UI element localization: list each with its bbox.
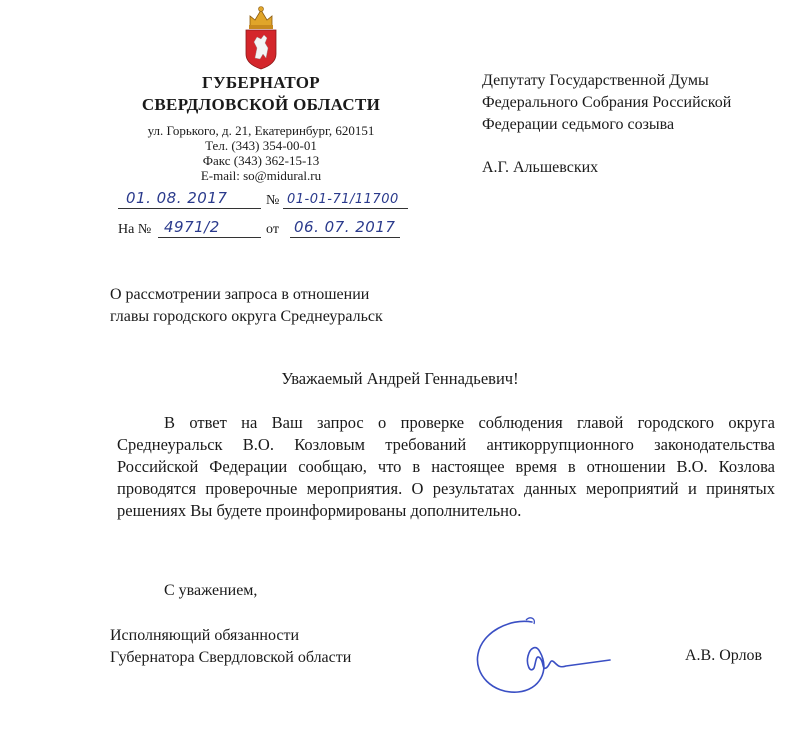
reply-date: 06. 07. 2017 <box>294 218 396 236</box>
reply-date-field <box>290 217 400 238</box>
sender-fax: Факс (343) 362-15-13 <box>202 153 320 168</box>
recipient-line1: Депутату Государственной Думы <box>482 72 709 89</box>
sender-phone: Тел. (343) 354-00-01 <box>205 138 317 153</box>
signatory-name: А.В. Орлов <box>685 647 763 664</box>
recipient-name: А.Г. Альшевских <box>482 159 599 176</box>
outgoing-date: 01. 08. 2017 <box>126 189 228 207</box>
coat-of-arms-icon <box>241 4 281 70</box>
body-paragraph: В ответ на Ваш запрос о проверке соблюдения главой городского округа Среднеуральск В.О. Козловым требований антикоррупционного законодательства Российской Федерации сообщаю, что в настоящее время в отношении В.О. Козлова проводятся проверочные мероприятия. О результатах данных мероприятий и принятых решениях Вы будете проинформированы дополнительно. <box>117 413 775 520</box>
handwritten-signature <box>470 612 620 702</box>
salutation: Уважаемый Андрей Геннадьевич! <box>281 369 519 388</box>
outgoing-number-field <box>283 188 408 209</box>
subject-line1: О рассмотрении запроса в отношении <box>110 286 370 303</box>
subject-line2: главы городского округа Среднеуральск <box>110 308 383 325</box>
sender-title-line1: ГУБЕРНАТОР <box>202 73 320 92</box>
reply-number: 4971/2 <box>164 218 220 236</box>
sender-address: ул. Горького, д. 21, Екатеринбург, 620151 <box>147 123 375 138</box>
sender-title-line2: СВЕРДЛОВСКОЙ ОБЛАСТИ <box>141 95 381 114</box>
reply-number-label: На № <box>118 222 152 237</box>
reply-date-label: от <box>266 222 279 237</box>
outgoing-number: 01-01-71/11700 <box>287 192 399 207</box>
recipient-line2: Федерального Собрания Российской <box>482 94 732 111</box>
number-label: № <box>266 193 280 208</box>
closing: С уважением, <box>164 582 258 599</box>
recipient-line3: Федерации седьмого созыва <box>482 116 675 133</box>
reply-number-field <box>158 217 261 238</box>
signatory-title-line2: Губернатора Свердловской области <box>110 649 352 666</box>
sender-email: E-mail: so@midural.ru <box>200 168 322 183</box>
signatory-title-line1: Исполняющий обязанности <box>110 627 300 644</box>
outgoing-date-field <box>118 188 261 209</box>
